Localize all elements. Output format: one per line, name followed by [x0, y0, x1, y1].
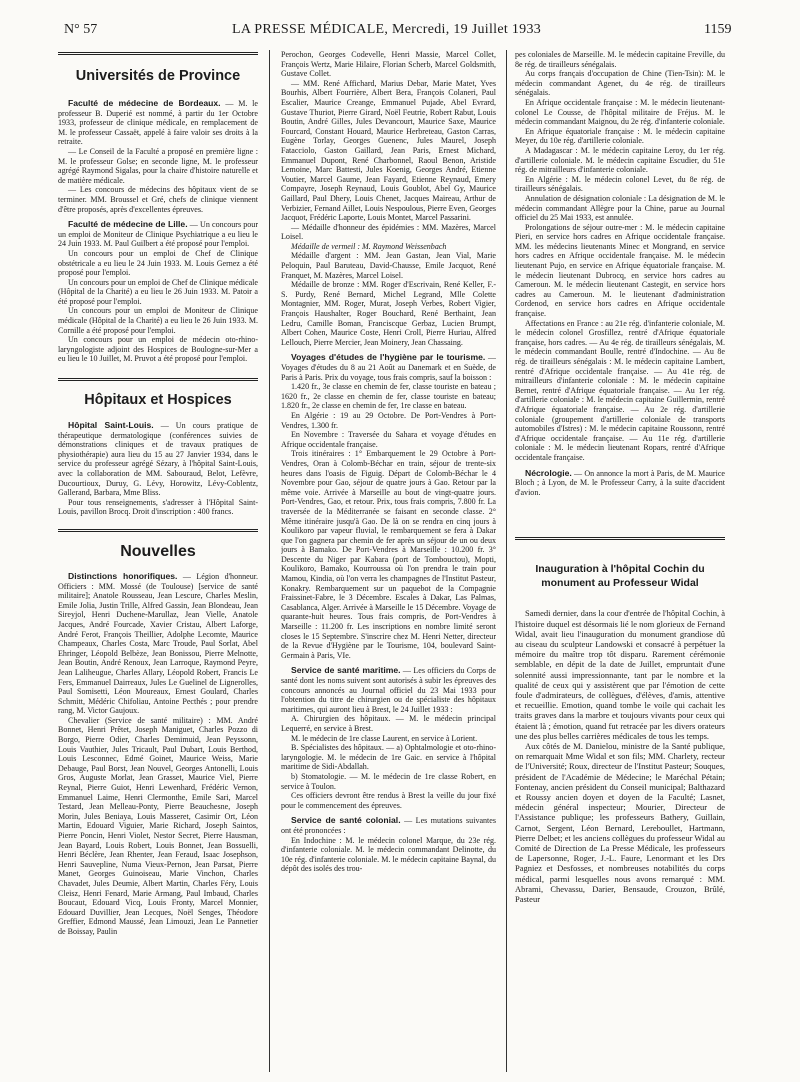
paragraph: Médaille d'argent : MM. Jean Gastan, Jean Vial, Marie Peloquin, Paul Baruteau, David-Chausse, Emile Jacquot, René Franquet, M. Mazères, Marcel Loisel.: [281, 251, 496, 280]
paragraph: A. Chirurgien des hôpitaux. — M. le médecin principal Lequerré, en service à Brest.: [281, 714, 496, 733]
article-heading: Faculté de médecine de Lille.: [68, 219, 188, 230]
paragraph: Pour tous renseignements, s'adresser à l'Hôpital Saint-Louis, pavillon Brocq. Droit d'inscription : 400 francs.: [58, 497, 258, 517]
column-2: [281, 50, 496, 1075]
article-title-inauguration: Inauguration à l'hôpital Cochin du monument au Professeur Widal: [535, 563, 705, 590]
section-title-hopitaux: Hôpitaux et Hospices: [84, 392, 232, 409]
paragraph: Un concours pour un emploi de Moniteur de Clinique médicale (Hôpital de la Charité) a eu lieu le 26 Juin 1933. M. Cornille a été proposé pour l'emploi.: [58, 306, 258, 335]
paragraph: Annulation de désignation coloniale : La désignation de M. le médecin commandant Allègre pour la Chine, parue au Journal officiel du 25 Mai 1933, est annulée.: [515, 193, 725, 223]
paragraph: Perochon, Georges Codevelle, Henri Massie, Marcel Collet, François Wertz, Marie Hilaire, Florian Scherb, Marcel Goldsmith, Gustave Collet.: [281, 50, 496, 79]
paragraph: B. Spécialistes des hôpitaux. — a) Ophtalmologie et oto-rhino-laryngologie. M. le médecin de 1re Gaic. en service à l'hôpital maritime de Sidi-Abdallah.: [281, 743, 496, 772]
page-header: [0, 0, 800, 44]
paragraph: — Les concours de médecins des hôpitaux vient de se terminer. MM. Broussel et Gré, chefs de clinique viennent d'être proposés, après d'excellentes épreuves.: [58, 185, 258, 214]
paragraph: M. le médecin de 1re classe Laurent, en service à Lorient.: [291, 733, 478, 743]
section-rule: [58, 52, 258, 55]
paragraph: Un concours pour un emploi de Chef de Clinique médicale (Hôpital de la Charité) a eu lieu le 26 Juin 1933. M. Patoir a été proposé pour l'emploi.: [58, 277, 258, 306]
article-heading: Distinctions honorifiques.: [68, 570, 178, 581]
paragraph: 1.420 fr., 3e classe en chemin de fer, classe touriste en bateau ; 1620 fr., 2e classe en chemin de fer, classe touriste en bateau; 1.820 fr., 2e classe en chemin de fer, 1re classe en bateau.: [281, 382, 496, 411]
article-heading: Hôpital Saint-Louis.: [68, 420, 154, 431]
article-heading: Service de santé maritime.: [291, 665, 401, 676]
paragraph: Chevalier (Service de santé militaire) : MM. André Bonnet, Henri Prêtet, Joseph Maniguet, Charles Pozzo di Borgo, Pierre Odier, Charles Demimuid, Jean Peyssonn, Louis Vauthier, Jules Tricault, Paul Dubart, Louis Berthod, Louis Lesconnec, Edmé Goinet, Maurice Weiss, Marie Debauge, Paul Borst, Jean Nouvel, Georges Antonelli, Louis Gros, Auguste Morlat, Jean Grasset, Maurice Viel, Pierre Reynal, Pierre Guiot, Henri Lewenhard, Frédéric Vernon, Emmanuel Laime, Henri Clermonthe, Emile Sari, Marcel Testard, Jean Melleau-Ponty, Pierre Beauchesne, Joseph Morin, Jules Beniaya, Louis Masseret, Casimir Ort, Léon Martin, Edouard Viguier, Marie Richard, Joseph Saintos, Pierre Poncin, Henri Violet, Nestor Secret, Pierre Hausman, Jean Bayard, Louis Robert, Louis Bonnet, Jean Bossuelli, Henri Béclère, Jean Rhenter, Jean Feraud, Isaac Josephson, Henri Sauvepline, Numa Vieux-Pernon, Jean Parsat, Pierre Manet, Georges Guinoiseau, Marie Vinchon, Charles Chavadet, Jules Deumie, Albert Martin, Charles Féry, Louis Cleisz, Henri Fenard, Marie Armang, Paul Imbaud, Charles Boucaut, Edouard Vicq, Louis Fronty, Marcel Monnier, Edouard Duvillier, Jean Lecques, Noël Senges, Théodore Greffier, Edmond Maussé, Jean Limouzi, Jean Le Pannetier de Boissay, Paulin: [58, 715, 258, 936]
article-heading: Nécrologie.: [525, 467, 572, 478]
paragraph: Un concours pour un emploi de médecin oto-rhino-laryngologiste adjoint des Hospices de Boulogne-sur-Mer a eu lieu le 10 Juillet, M. Pruvot a été proposé pour l'emploi.: [58, 335, 258, 364]
article-voyages: Voyages d'études de l'hygiène par le tourisme. — Voyages d'études du 8 au 21 Août au Danemark et en Suède, de Paris à Paris. Prix du voyage, tous frais compris, sauf la boisson :: [281, 352, 496, 382]
paragraph: En Algérie : 19 au 29 Octobre. De Port-Vendres à Port-Vendres, 1.300 fr.: [281, 410, 496, 430]
paragraph: pes coloniales de Marseille. M. le médecin capitaine Freville, du 8e rég. de tirailleurs sénégalais.: [515, 50, 725, 69]
paragraph: Aux côtés de M. Danielou, ministre de la Santé publique, on remarquait Mme Widal et son fils; MM. Charlety, recteur de l'Université; Roux, directeur de l'Institut Pasteur; Souques, président de l'Académie de Médecine; le Maréchal Pétain; Fontenay, ancien président du Conseil municipal; Balthazard et Roussy ancien doyen et doyen de la Faculté; Lasnet, médecin général inspecteur; Mourier, Directeur de l'Assistance publique; les professeurs Bathery, Guillain, Carnot, Sergent, Léon Bernard, Lereboullet, Hartmann, Pierre Delbet; et les anciens collègues du professeur Widal au Comité de Direction de La Presse Médicale, les professeurs de Lapersonne, Roger, J.-L. Faure, Lenormant et les Drs Pagniez et Desfosses, et nombreuses notabilités du corps médical, parmi lesquelles nous avons remarqué : MM. Abrami, Chevassu, Darier, Bensaude, Crouzon, Brûlé, Pasteur: [515, 740, 725, 904]
section-rule: [515, 537, 725, 540]
column-1: [58, 50, 258, 1075]
paragraph: Un concours pour un emploi de Chef de Clinique obstétricale a eu lieu le 24 Juin 1933. M. Louis Gernez a été proposé pour l'emploi.: [58, 248, 258, 278]
article-lille: Faculté de médecine de Lille. — Un concours pour un emploi de Moniteur de Clinique Psychiatrique a eu lieu le 24 Juin 1933. M. Paul Guilbert a été proposé pour l'emploi.: [58, 219, 258, 249]
article-distinctions: Distinctions honorifiques. — Légion d'honneur. Officiers : MM. Mossé (de Toulouse) [service de santé militaire]; Anatole Rousseau, Jean Lescure, Charles Meslin, Emile Jolia, Justin Trille, Alfred Gassin, Jean Blondeau, Jean Sireyjol, Henri Duchene-Marullaz, Jean Vielle, Anatole Jacques, André Fourcade, Xavier Cristau, Albert Laforge, André Ferot, François Theillier, Adolphe Lecomte, Maurice Champeaux, Charles Costa, Marc Troude, Paul Sorlat, Abel Ehringer, Léopold Belbèze, Jean Bonissou, Pierre Melnotte, Jean Boutin, André Renoux, Jean Larroque, Raymond Peyre, Jean Laliheugue, Charles Allary, Léopold Robert, Francis Le Fers, Emmanuel Dairreaux, Jules Le Guelinel de Lignerolles, Paul Somisetti, Léon Moureaux, Ernest Goulard, Charles Schmitt, Médéric Chifoliau, Antoine Pecthés ; pour prendre rang, M. Victor Gaujoux.: [58, 570, 258, 716]
paragraph: En Indochine : M. le médecin colonel Marque, du 23e rég. d'infanterie coloniale. M. le médecin commandant Delinotte, du 10e rég. d'infanterie coloniale. M. le médecin capitaine Baynal, du dépôt des isolés des trou-: [281, 835, 496, 874]
issue-number: N° 57: [64, 22, 98, 37]
section-rule: [58, 378, 258, 381]
article-heading: Faculté de médecine de Bordeaux.: [68, 98, 221, 108]
article-sante-colonial: Service de santé colonial. — Les mutations suivantes ont été prononcées :: [281, 815, 496, 835]
paragraph: Samedi dernier, dans la cour d'entrée de l'hôpital Cochin, à l'histoire duquel est désormais lié le nom glorieux de Fernand Widal, avait lieu l'inauguration du monument grandiose dû au ciseau du sculpteur Landowski et consacré à perpétuer la mémoire du maître trop tôt disparu. Rarement cérémonie semblable, en dépit de la date de Juillet, empruntait d'une solennité aussi impressionnante, tant par le nombre et la qualité de ceux qui y assistèrent que par l'émotion de cette foule d'admirateurs, de collègues, d'élèves, d'amis, attentive et recueillie. Emotion, quand tombe le voile qui cachait les traits graves dans la marbre et toujours vivants pour ceux qui étaient là ; émotion, quand fut retracée par les divers orateurs une des plus belles carrières médicales de tous les temps.: [515, 608, 725, 741]
section-title-universites: Universités de Province: [75, 68, 241, 84]
paragraph: — Médaille d'honneur des épidémies : MM. Mazères, Marcel Loisel.: [281, 222, 496, 242]
paragraph: Affectations en France : au 21e rég. d'infanterie coloniale, M. le médecin colonel Grosfillez, rentré d'Afrique équatoriale française, hors cadres. — Au 4e rég. de tirailleurs sénégalais, M. le médecin commandant Boulle, rentré d'Indochine. — Au 8e rég. de tirailleurs sénégalais : M. le médecin capitaine Lambert, rentré d'Afrique occidentale française. — Au 41e rég. de mitrailleurs d'infanterie coloniale : M. le médecin capitaine Bernet, rentré d'Afrique équatoriale française. — Au 1er rég. d'artillerie coloniale : M. le médecin capitaine Guillermin, rentré d'Afrique équatoriale française. — Au 2e rég. d'artillerie coloniale (groupement d'artillerie coloniale de transports automobiles d'Istres) : M. le médecin capitaine Roussonn, rentré d'Afrique occidentale française. — Au 11e rég. d'artillerie coloniale : M. le médecin lieutenant Ropars, rentré d'Afrique occidentale française.: [515, 318, 725, 462]
column-divider-right: [506, 50, 507, 1072]
article-bordeaux: Faculté de médecine de Bordeaux. — M. le professeur B. Duperié est nommé, à partir du 1er Octobre 1933, professeur de clinique médicale, en remplacement de M. le professeur Cassaët, appelé à faire valoir ses droits à la retraite.: [58, 98, 258, 147]
article-heading: Service de santé colonial.: [291, 815, 401, 826]
article-heading: Voyages d'études de l'hygiène par le tourisme.: [291, 352, 486, 363]
paragraph: — Le Conseil de la Faculté a proposé en première ligne : M. le professeur Golse; en seconde ligne, M. le professeur agrégé Raymond Sigalas, pour la chaire d'histoire naturelle et de matière médicale.: [58, 146, 258, 185]
paragraph: b) Stomatologie. — M. le médecin de 1re classe Robert, en service à Toulon.: [281, 771, 496, 791]
column-divider-left: [269, 50, 270, 1072]
article-stlouis: Hôpital Saint-Louis. — Un cours pratique de thérapeutique dermatologique (conférences suivies de démonstrations cliniques et de travaux pratiques de physiothérapie) aura lieu du 15 au 27 Janvier 1934, dans le service du professeur agrégé Sézary, à l'hôpital Saint-Louis, avec la collaboration de MM. Sabouraud, Belot, Lefèvre, Ducourtioux, Duruy, G. Lévy, Horowitz, Lévy-Coblentz, Gallerand, Barbara, Mme Bliss.: [58, 420, 258, 498]
paragraph: — MM. René Affichard, Marius Debar, Marie Matet, Yves Bourhis, Albert Fourrière, Albert Bera, François Colaneri, Paul Escalier, Maurice Creange, Emmanuel Pujade, Abel Evrard, Gustave Thuriot, Pierre Girard, Noël Feutrie, Robert Rabut, Louis Boutin, André Gilles, Jules Devancourt, Maurice Saxe, Maurice Fourcard, Constant Houard, Maurice Herbreteau, Gaston Carras, Eugène Torlay, Georges Guenenc, Jules Maurel, Joseph Fatacciolo, Gaston Gaillard, Jean Paris, Ernest Michard, Emmanuel Dupont, René Charbonnel, Raoul Benon, Aristide Lemoine, Marc Battesti, Jules Koenig, Georges André, Etienne Voutier, Marcel Gaume, Jean Fayard, Etienne Reynaud, Emery Compayre, Joseph Reynaud, Louis Goublot, Abel Gy, Maurice Gaillard, Paul Dhery, Louis Chenet, Jacques Maireau, Arthur de Verbizier, Fernand Aillet, Louis Nespoulous, Pierre Even, Georges Jacquot, Frédéric Laporte, Louis Montet, Marcel Passarini.: [281, 78, 496, 223]
article-sante-maritime: Service de santé maritime. — Les officiers du Corps de santé dont les noms suivent sont autorisés à subir les épreuves des concours annoncés au Journal officiel du 23 Mai 1933 pour l'obtention du titre de chirurgien ou de spécialiste des hôpitaux maritimes, qui auront lieu à Brest, le 24 Juillet 1933 :: [281, 665, 496, 714]
paragraph: Au corps français d'occupation de Chine (Tien-Tsin): M. le médecin commandant Agenet, du 4e rég. de tirailleurs sénégalais.: [515, 69, 725, 98]
section-rule: [58, 529, 258, 532]
paragraph: Ces officiers devront être rendus à Brest la veille du jour fixé pour le commencement des épreuves.: [281, 791, 496, 810]
article-necrologie: Nécrologie. — On annonce la mort à Paris, de M. Maurice Bloch ; à Lyon, de M. le Professeur Carry, à la suite d'accident d'avion.: [515, 467, 725, 497]
paragraph: Médaille de vermeil : M. Raymond Weissenbach: [291, 241, 447, 251]
paragraph: En Afrique occidentale française : M. le médecin lieutenant-colonel Le Cousse, de l'hôpital militaire de Fréjus. M. le médecin commandant Maignou, du 2e rég. d'infanterie coloniale.: [515, 97, 725, 127]
section-title-nouvelles: Nouvelles: [120, 542, 196, 560]
paragraph: En Algérie : M. le médecin colonel Levet, du 8e rég. de tirailleurs sénégalais.: [515, 174, 725, 194]
paragraph: Prolongations de séjour outre-mer : M. le médecin capitaine Pieri, en service hors cadres en Afrique occidentale française. MM. les médecins lieutenants Minec et Mongrand, en service hors cadres en Afrique occidentale française. M. le médecin lieutenant Pujo, en service en Afrique équatoriale française. M. le médecin lieutenant Dubrocq, en service hors cadres au Cameroun. M. le médecin lieutenant Castegit, en service hors cadres au Cameroun. M. le lieutenant d'administration Cordenod, en service hors cadres en Afrique occidentale française.: [515, 222, 725, 319]
paragraph: A Madagascar : M. le médecin capitaine Leroy, du 1er rég. d'artillerie coloniale. M. le médecin capitaine Escudier, du 51e rég. de mitrailleurs d'infanterie coloniale.: [515, 145, 725, 175]
paragraph: En Novembre : Traversée du Sahara et voyage d'études en Afrique occidentale française.: [281, 430, 496, 449]
paragraph: Médaille de bronze : MM. Roger d'Escrivain, René Keller, F.-S. Purdy, René Bernard, Michel Legrand, Mlle Colette Montagnier, MM. Roger, Murat, Joseph Verbes, Robert Vigier, François Haushalter, Roger Bouchard, René Berthaint, Jean Ledru, Camille Boman, Franciscque Gerbaz, Lucien Brumpt, Albert Cohen, Maurice Coste, Henri Croll, Pierre Huriau, Alfred Lellouch, Pierre Mercier, Jean Moinery, Jean Chassaing.: [281, 280, 496, 347]
column-3: [515, 50, 725, 1075]
journal-title: LA PRESSE MÉDICALE, Mercredi, 19 Juillet 1933: [232, 22, 542, 37]
paragraph: En Afrique équatoriale française : M. le médecin capitaine Meyer, du 10e rég. d'artillerie coloniale.: [515, 126, 725, 146]
page-number: 1159: [704, 22, 732, 37]
paragraph: Trois itinéraires : 1° Embarquement le 29 Octobre à Port-Vendres, Oran à Colomb-Béchar en train, séjour de trente-six heures dans l'oasis de Figuig. Départ de Colomb-Béchar le 4 Novembre pour Gao, séjour de quatre jours à Gao. Retour par la même voie. Arrivée à Marseille au bout de vingt-quatre jours. Port-Vendres, Gao, et retour. Prix, tous frais compris, 7.800 fr. La traversée de la Méditerranée se faisant en seconde classe. 2° Même itinéraire jusqu'à Gao. De là on se rendra en cinq jours à Koulikoro par vapeur fluvial, le rembarquement se fera à Dakar que l'on gagnera par chemin de fer après un séjour de un ou deux jours à Bamako. De Port-Vendres à Marseille : 10.200 fr. 3° Descente du Niger par Kabara (port de Tombouctou), Mopti, Koulikoro, Bamako, Kourroussa où l'on prendra le train pour Mamou, Kindia, où l'on verra les champagnes de l'Institut Pasteur, Konakry. Rembarquement sur un paquebot de la Compagnie Fraissinet-Fabre, le 3 Décembre. Escales à Dakar, Las Palmas, Casablanca, Alger. Arrivée à Marseille le 15 Décembre. Voyage de quarante-huit heures. Tous frais compris, de Port-Vendres à Marseille : 11.200 fr. Les inscriptions en nombre limité seront closes le 15 Septembre. S'inscrire chez M. Henri Netter, directeur de la Revue d'Hygiène par le Tourisme, 104, boulevard Saint-Germain à Paris, VIe.: [281, 449, 496, 660]
